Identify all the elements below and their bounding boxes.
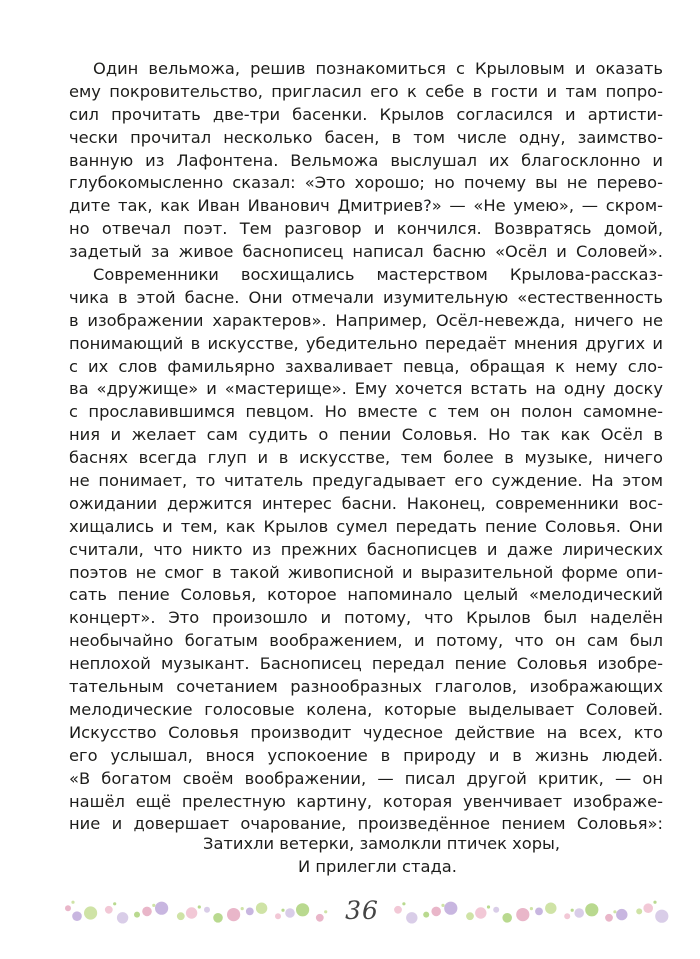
ornament-dot <box>186 907 197 918</box>
text-line: Один вельможа, решив познакомиться с Крыловым и оказать <box>93 59 663 78</box>
ornament-dot <box>281 909 284 912</box>
text-line: не понимает, то читатель предугадывает его суждение. На этом <box>69 471 663 491</box>
text-line: с их слов фамильярно захваливает певца, обращая к нему сло- <box>69 356 663 376</box>
ornament-dot <box>423 912 429 918</box>
ornament-dot <box>655 910 668 923</box>
paragraph-2 <box>69 264 663 836</box>
text-line: задетый за живое баснописец написал басню «Осёл и Соловей». <box>69 242 663 262</box>
ornament-dot <box>117 912 128 923</box>
ornament-dot <box>643 903 653 913</box>
ornament-dot <box>177 912 185 920</box>
ornament-dot <box>142 907 152 917</box>
text-line: но отвечал поэт. Тем разговор и кончился. Возвратясь домой, <box>69 219 663 239</box>
text-line: хищались и тем, как Крылов сумел передать пение Соловья. Они <box>69 516 663 536</box>
ornament-dot <box>198 905 201 908</box>
ornament-dot <box>155 902 168 915</box>
ornament-dot <box>241 907 244 910</box>
ornament-dot <box>402 902 405 905</box>
poem-line: И прилегли стада. <box>298 856 457 876</box>
text-line: понимающий в искусстве, убедительно передаёт мнения других и <box>69 333 663 353</box>
text-line: поэтов не смог в такой живописной и выразительной форме опи- <box>69 562 663 582</box>
text-line: ние и довершает очарование, произведённое пением Соловья»: <box>69 814 663 834</box>
text-line: дите так, как Иван Иванович Дмитриев?» — «Не умею», — скром- <box>69 196 663 216</box>
ornament-dot <box>134 912 140 918</box>
ornament-dot <box>441 904 444 907</box>
text-line: необычайно богатым воображением, и потому, что он сам был <box>69 631 663 651</box>
ornament-dot <box>564 913 570 919</box>
ornament-dot <box>105 906 113 914</box>
text-line: чески прочитал несколько басен, в том числе одну, заимство- <box>69 127 663 147</box>
ornament-dot <box>574 908 584 918</box>
text-line: нашёл ещё прелестную картину, которая увенчивает изображе- <box>69 791 663 811</box>
ornament-dot <box>493 907 499 913</box>
ornament-dot <box>296 903 309 916</box>
ornament-dot <box>444 902 457 915</box>
page-footer <box>0 890 700 940</box>
ornament-dot <box>516 908 529 921</box>
text-line: ва «дружище» и «мастерище». Ему хочется встать на одну доску <box>69 379 663 399</box>
ornament-dot <box>213 913 223 923</box>
ornament-dot <box>535 908 543 916</box>
ornament-dot <box>466 912 474 920</box>
ornament-dot <box>324 910 327 913</box>
ornament-dot <box>113 902 116 905</box>
text-line: ожидании держится интерес басни. Наконец, современники вос- <box>69 493 663 513</box>
ornament-dot <box>487 905 490 908</box>
ornament-dot <box>613 910 616 913</box>
text-line: «В богатом своём воображении, — писал другой критик, — он <box>69 768 663 788</box>
ornament-dot <box>227 908 240 921</box>
ornament-dot <box>246 908 254 916</box>
page-number: 36 <box>345 896 379 925</box>
text-line: Современники восхищались мастерством Крылова-рассказ- <box>93 265 663 285</box>
text-line: в изображении характеров». Например, Осёл-невежда, ничего не <box>69 310 663 330</box>
ornament-dot <box>653 901 656 904</box>
text-line: тательным сочетанием разнообразных глаголов, изображающих <box>69 677 663 697</box>
text-line: считали, что никто из прежних баснописцев и даже лирических <box>69 539 663 559</box>
main-text <box>69 58 663 836</box>
ornament-dot <box>502 913 512 923</box>
ornament-dot <box>616 909 627 920</box>
ornament-dot <box>530 907 533 910</box>
ornament-dot <box>256 903 267 914</box>
ornament-dot <box>406 912 417 923</box>
text-line: сать пение Соловья, которое напоминало целый «мелодический <box>69 585 663 605</box>
ornament-dot <box>65 905 71 911</box>
dotted-ornament-icon <box>394 898 670 928</box>
ornament-dot <box>475 907 486 918</box>
poem-excerpt <box>0 833 700 879</box>
text-line: его услышал, внося успокоение в природу и в жизнь людей. <box>69 745 663 765</box>
ornament-dot <box>152 904 155 907</box>
ornament-dot <box>285 908 295 918</box>
text-line: чика в этой басне. Они отмечали изумительную «естественность <box>69 287 663 307</box>
ornament-dot <box>275 913 281 919</box>
ornament-dot <box>84 906 97 919</box>
ornament-dot <box>545 903 556 914</box>
text-line: Искусство Соловья производит чудесное действие на всех, кто <box>69 722 663 742</box>
text-line: баснях всегда глуп и в искусстве, тем более в музыке, ничего <box>69 448 663 468</box>
text-line: ему покровительство, пригласил его к себе в гости и там попро- <box>69 81 663 101</box>
ornament-dot <box>571 909 574 912</box>
text-line: с прославившимся певцом. Но вместе с тем он полон самомне- <box>69 402 663 422</box>
ornament-dot <box>71 901 74 904</box>
text-line: ванную из Лафонтена. Вельможа выслушал их благосклонно и <box>69 150 663 170</box>
ornament-dot <box>636 908 642 914</box>
ornament-dot <box>585 903 598 916</box>
ornament-dot <box>204 907 210 913</box>
ornament-dot <box>431 907 441 917</box>
text-line: мелодические голосовые колена, которые выделывает Соловей. <box>69 699 663 719</box>
text-line: неплохой музыкант. Баснописец передал пение Соловья изобре- <box>69 654 663 674</box>
text-line: ния и желает сам судить о пении Соловья. Но так как Осёл в <box>69 425 663 445</box>
dotted-ornament-icon <box>64 898 332 928</box>
paragraph-1 <box>69 58 663 264</box>
text-line: концерт». Это произошло и потому, что Крылов был наделён <box>69 608 663 628</box>
ornament-dot <box>72 911 82 921</box>
text-line: сил прочитать две-три басенки. Крылов согласился и артисти- <box>69 104 663 124</box>
poem-line: Затихли ветерки, замолкли птичек хоры, <box>203 834 561 853</box>
text-line: глубокомысленно сказал: «Это хорошо; но почему вы не перево- <box>69 173 663 193</box>
ornament-dot <box>605 914 613 922</box>
ornament-dot <box>394 906 402 914</box>
ornament-dot <box>316 914 324 922</box>
